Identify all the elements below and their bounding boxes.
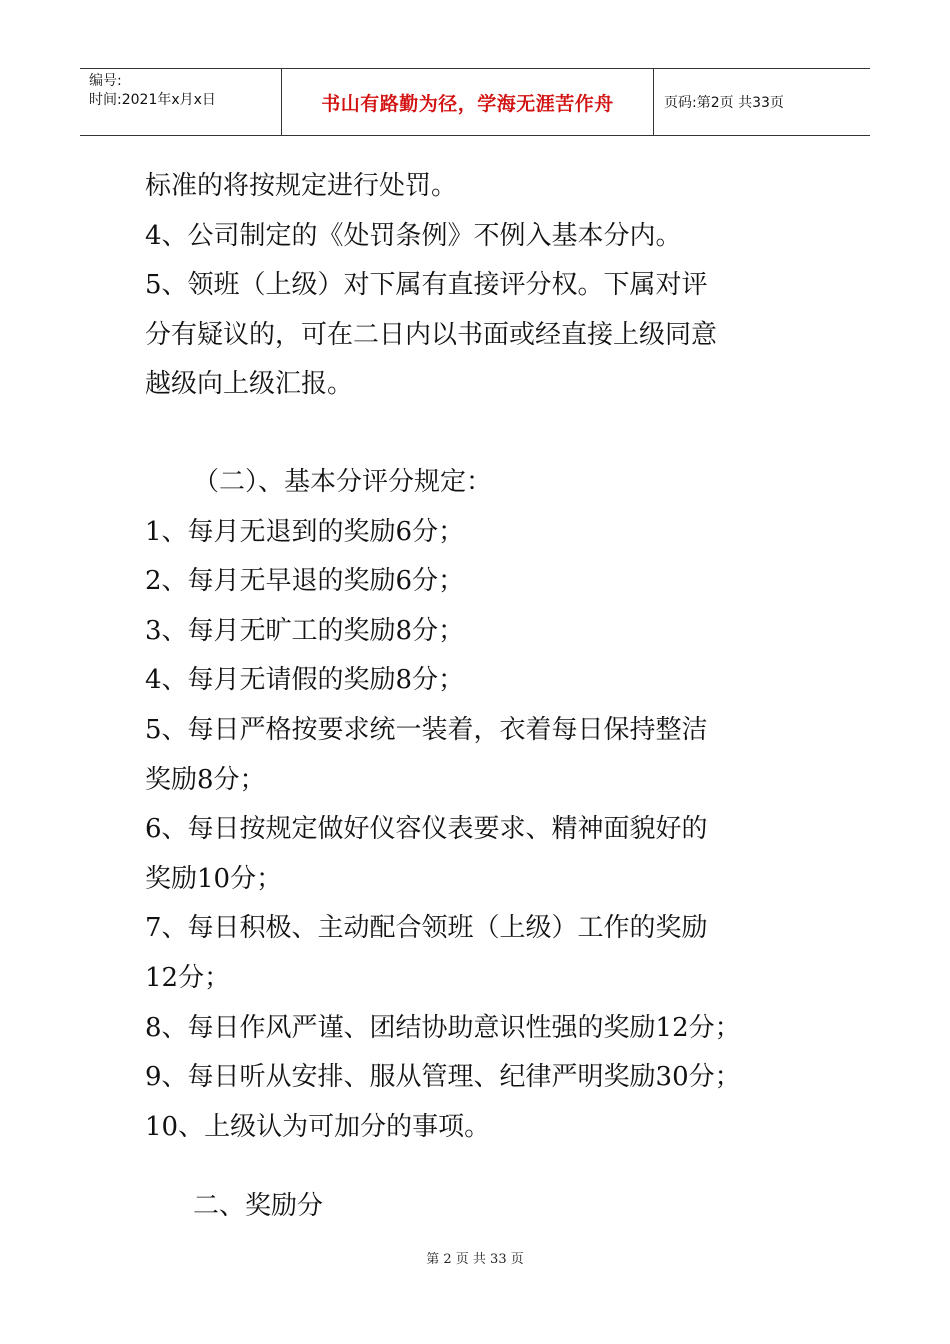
- header-meta-cell: [80, 69, 282, 135]
- rule-line: 10、上级认为可加分的事项。: [145, 1111, 491, 1142]
- rule-line: 1、每月无退到的奖励6分；: [145, 516, 465, 547]
- body-line: 标准的将按规定进行处罚。: [145, 171, 458, 201]
- body-line: 4、公司制定的《处罚条例》不例入基本分内。: [145, 220, 682, 251]
- rule-line: 3、每月无旷工的奖励8分；: [145, 615, 465, 646]
- next-section-title: 二、奖励分: [193, 1191, 324, 1222]
- paragraph-gap: [145, 1152, 845, 1182]
- body-line: 5、领班（上级）对下属有直接评分权。下属对评: [145, 270, 708, 301]
- rule-line: 奖励8分；: [145, 764, 266, 795]
- document-header: [80, 68, 870, 136]
- time-label: 时间:2021年x月x日: [89, 92, 216, 108]
- rule-line: 8、每日作风严谨、团结协助意识性强的奖励12分；: [145, 1012, 741, 1043]
- rule-line: 4、每月无请假的奖励8分；: [145, 665, 465, 696]
- page-footer: 第 2 页 共 33 页: [426, 1252, 524, 1267]
- rule-line: 12分；: [145, 962, 231, 993]
- paragraph-gap: [145, 410, 845, 458]
- document-body: [145, 162, 845, 1232]
- body-line: 分有疑议的，可在二日内以书面或经直接上级同意: [145, 319, 718, 350]
- header-motto: 书山有路勤为径，学海无涯苦作舟: [282, 69, 654, 135]
- header-page-info: 页码:第2页 共33页: [664, 95, 784, 111]
- rule-line: 5、每日严格按要求统一装着，衣着每日保持整洁: [145, 714, 708, 745]
- body-line: 越级向上级汇报。: [145, 369, 354, 400]
- number-label: 编号:: [89, 73, 122, 89]
- rule-line: 2、每月无早退的奖励6分；: [145, 566, 465, 597]
- rule-line: 9、每日听从安排、服从管理、纪律严明奖励30分；: [145, 1062, 741, 1093]
- rule-line: 7、每日积极、主动配合领班（上级）工作的奖励: [145, 913, 708, 944]
- section-title: （二）、基本分评分规定：: [193, 466, 493, 497]
- rule-line: 6、每日按规定做好仪容仪表要求、精神面貌好的: [145, 814, 708, 845]
- rule-line: 奖励10分；: [145, 863, 283, 894]
